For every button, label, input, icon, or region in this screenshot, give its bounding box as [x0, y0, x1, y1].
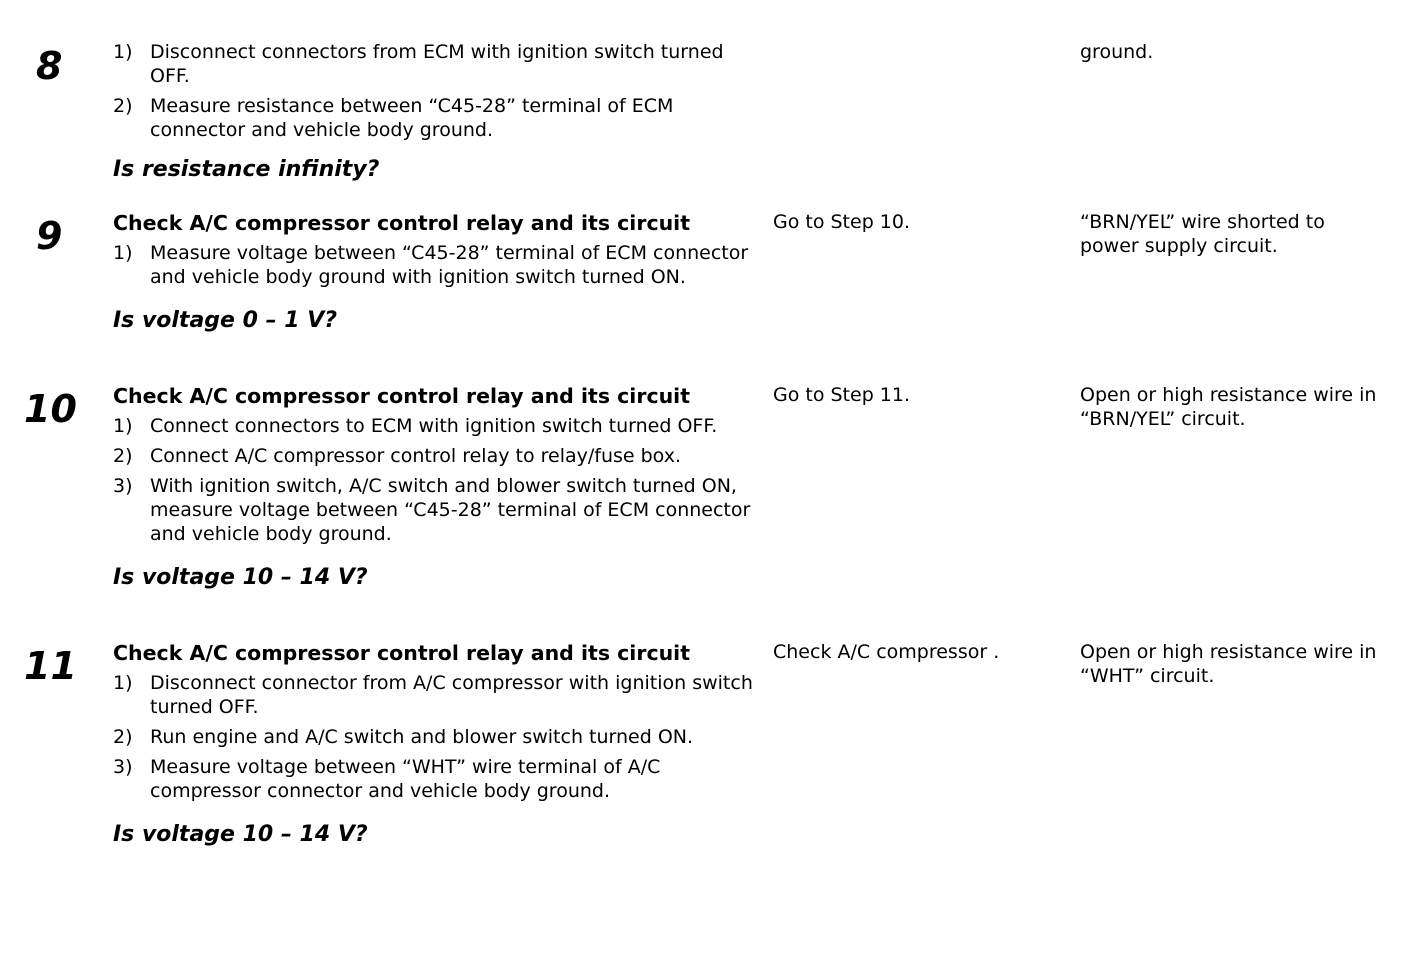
item-text: Measure voltage between “WHT” wire terminal of A/C compressor connector and vehicle body ground.	[150, 756, 661, 802]
list-item	[113, 755, 753, 803]
step-number: 11	[24, 644, 77, 688]
no-result: ground.	[1080, 41, 1154, 63]
item-index: 1)	[113, 672, 133, 694]
yes-result: Go to Step 10.	[773, 211, 911, 233]
item-text: Connect A/C compressor control relay to relay/fuse box.	[150, 445, 681, 467]
item-index: 3)	[113, 475, 133, 497]
step-title: Check A/C compressor control relay and its circuit	[113, 641, 691, 665]
step-question: Is voltage 0 – 1 V?	[113, 308, 338, 333]
step-body	[113, 640, 753, 849]
no-result: Open or high resistance wire in “BRN/YEL” circuit.	[1080, 384, 1377, 430]
no-result: “BRN/YEL” wire shorted to power supply circuit.	[1080, 211, 1325, 257]
list-item	[113, 444, 753, 468]
item-index: 1)	[113, 242, 133, 264]
step-question: Is voltage 10 – 14 V?	[113, 822, 368, 847]
yes-result: Check A/C compressor .	[773, 641, 1000, 663]
item-text: Disconnect connector from A/C compressor with ignition switch turned OFF.	[150, 672, 753, 718]
step-number: 10	[24, 387, 77, 431]
item-text: Run engine and A/C switch and blower switch turned ON.	[150, 726, 694, 748]
yes-result: Go to Step 11.	[773, 384, 911, 406]
list-item	[113, 414, 753, 438]
item-text: Connect connectors to ECM with ignition switch turned OFF.	[150, 415, 718, 437]
item-index: 2)	[113, 95, 133, 117]
step-question: Is resistance infinity?	[113, 157, 380, 182]
item-index: 1)	[113, 41, 133, 63]
step-question: Is voltage 10 – 14 V?	[113, 565, 368, 590]
item-index: 1)	[113, 415, 133, 437]
step-body	[113, 210, 753, 335]
item-text: Measure resistance between “C45-28” terminal of ECM connector and vehicle body ground.	[150, 95, 674, 141]
list-item	[113, 241, 753, 289]
list-item	[113, 725, 753, 749]
item-index: 2)	[113, 726, 133, 748]
item-text: Measure voltage between “C45-28” terminal of ECM connector and vehicle body ground with ignition switch turned ON.	[150, 242, 749, 288]
step-title: Check A/C compressor control relay and its circuit	[113, 384, 691, 408]
step-body	[113, 383, 753, 592]
item-index: 3)	[113, 756, 133, 778]
list-item	[113, 474, 753, 546]
list-item	[113, 671, 753, 719]
list-item	[113, 40, 753, 88]
no-result: Open or high resistance wire in “WHT” circuit.	[1080, 641, 1377, 687]
item-text: With ignition switch, A/C switch and blower switch turned ON, measure voltage between “C45-28” terminal of ECM connector and vehicle body ground.	[150, 475, 751, 545]
list-item	[113, 94, 753, 142]
step-title: Check A/C compressor control relay and its circuit	[113, 211, 691, 235]
step-number: 8	[36, 44, 63, 88]
item-index: 2)	[113, 445, 133, 467]
step-body	[113, 40, 753, 184]
item-text: Disconnect connectors from ECM with ignition switch turned OFF.	[150, 41, 724, 87]
step-number: 9	[36, 214, 63, 258]
